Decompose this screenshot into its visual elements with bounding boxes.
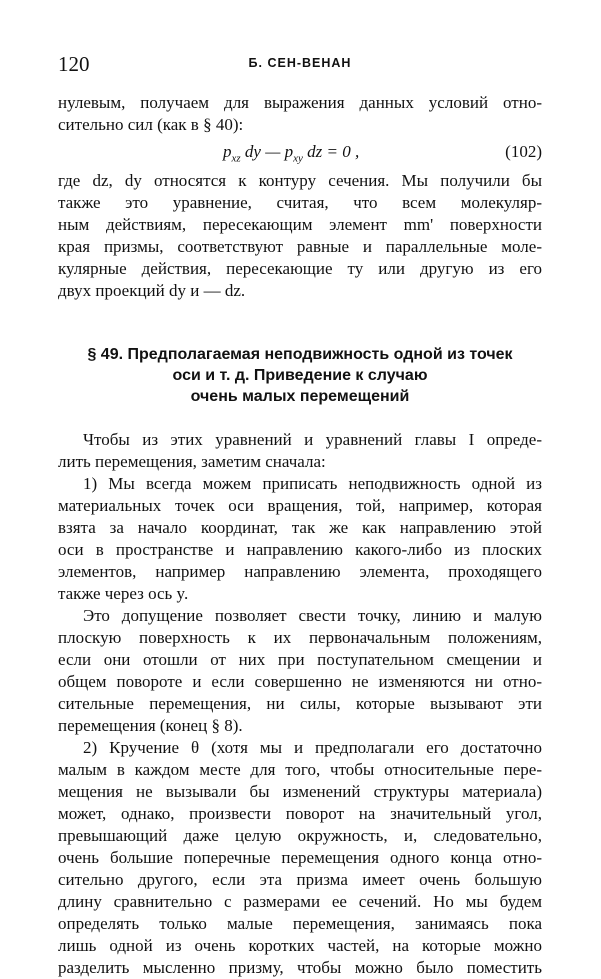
page-header bbox=[58, 52, 542, 76]
equation-expression: $p_{xz}$ dy — $p_{xy}$ dz = 0 , bbox=[223, 142, 360, 165]
text-line: материальных точек оси вращения, той, например, которая bbox=[58, 496, 542, 515]
text-line: взята за начало координат, так же как направлению этой bbox=[58, 518, 542, 537]
text-line: ным действиям, пересекающим элемент mm' поверхности bbox=[58, 215, 542, 234]
section-heading-line: очень малых перемещений bbox=[190, 388, 410, 405]
text-line: сительно другого, если эта призма имеет очень большую bbox=[58, 870, 542, 889]
text-line: малым в каждом месте для того, чтобы относительные пере- bbox=[58, 760, 542, 779]
page-body bbox=[58, 92, 542, 979]
text-line: может, однако, произвести поворот на значительный угол, bbox=[58, 804, 542, 823]
text-line: плоскую поверхность к их первоначальным положениям, bbox=[58, 628, 542, 647]
text-line: если они отошли от них при поступательном смещении и bbox=[58, 650, 542, 669]
text-line: мещения не вызывали бы изменений структуры материала) bbox=[58, 782, 542, 801]
text-line: перемещения (конец § 8). bbox=[58, 716, 243, 735]
text-line: лить перемещения, заметим сначала: bbox=[58, 452, 326, 471]
running-head: Б. СЕН-ВЕНАН bbox=[248, 56, 352, 70]
text-line: очень большие поперечные перемещения одного конца отно- bbox=[58, 848, 542, 867]
section-heading-line: § 49. Предполагаемая неподвижность одной из точек bbox=[87, 346, 513, 363]
text-line: лишь одной из очень коротких частей, на которые можно bbox=[58, 936, 542, 955]
text-line: двух проекций dy и — dz. bbox=[58, 281, 246, 300]
section-heading bbox=[58, 344, 542, 407]
text-line: сительные перемещения, ни силы, которые вызывают эти bbox=[58, 694, 542, 713]
text-line: сительно сил (как в § 40): bbox=[58, 115, 244, 134]
text-line: оси в пространстве и направлению какого-либо из плоских bbox=[58, 540, 542, 559]
text-line: также это уравнение, считая, что всем молекуляр- bbox=[58, 193, 542, 212]
text-line: превышающий даже целую окружность, и, следовательно, bbox=[58, 826, 542, 845]
text-line: общем повороте и если совершенно не изменяются ни отно- bbox=[58, 672, 542, 691]
page-number: 120 bbox=[58, 52, 90, 76]
text-line: Это допущение позволяет свести точку, линию и малую bbox=[83, 606, 542, 625]
text-line: Чтобы из этих уравнений и уравнений главы I опреде- bbox=[83, 430, 542, 449]
text-line: 2) Кручение θ (хотя мы и предполагали его достаточно bbox=[83, 738, 542, 757]
equation-102 bbox=[58, 138, 542, 168]
text-line: определять только малые перемещения, занимаясь пока bbox=[58, 914, 542, 933]
equation-number: (102) bbox=[505, 142, 542, 161]
text-line: 1) Мы всегда можем приписать неподвижность одной из bbox=[83, 474, 542, 493]
text-line: разделить мысленно призму, чтобы можно было поместить bbox=[58, 958, 542, 977]
section-heading-line: оси и т. д. Приведение к случаю bbox=[172, 367, 428, 384]
text-line: нулевым, получаем для выражения данных условий отно- bbox=[58, 93, 542, 112]
text-line: длину сравнительно с размерами ее сечений. Но мы будем bbox=[58, 892, 542, 911]
text-line: кулярные действия, пересекающие ту или другую из его bbox=[58, 259, 542, 278]
text-line: также через ось y. bbox=[58, 584, 189, 603]
text-line: края призмы, соответствуют равные и параллельные моле- bbox=[58, 237, 542, 256]
text-line: элементов, например направлению элемента, проходящего bbox=[58, 562, 542, 581]
text-line: где dz, dy относятся к контуру сечения. Мы получили бы bbox=[58, 171, 542, 190]
